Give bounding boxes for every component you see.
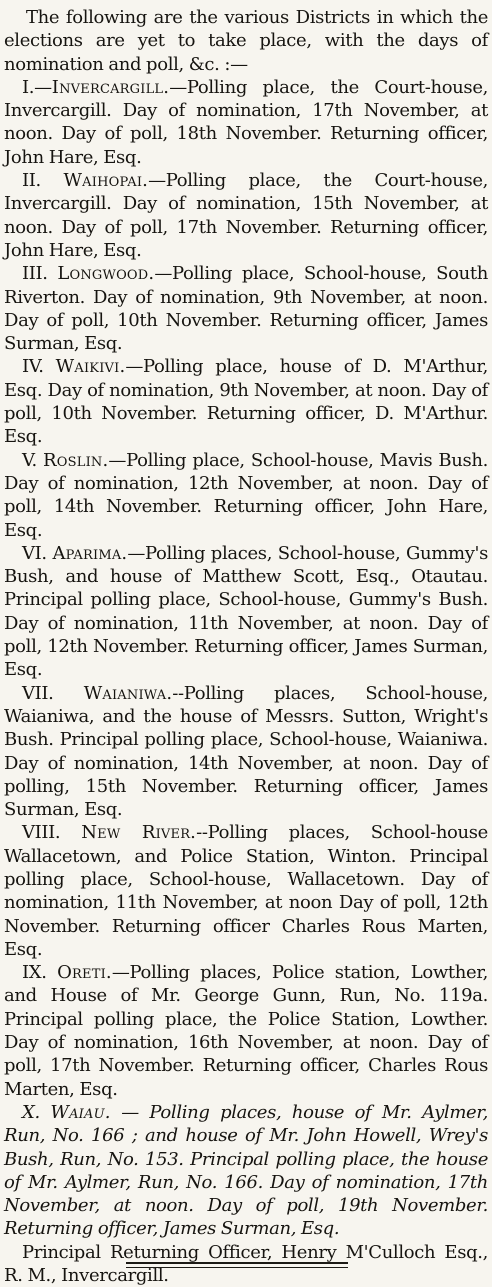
district-10-paragraph [4, 1101, 488, 1241]
district-8-name: New River. [81, 822, 197, 844]
district-8-paragraph [4, 821, 488, 961]
district-1-paragraph [4, 76, 488, 169]
district-3-text: —Polling place, School-house, South Riverton. Day of nomination, 9th November, at noon. Day of poll, 10th November. Returning officer, James Surman, Esq. [4, 263, 488, 355]
district-6-numeral: VI. [22, 542, 53, 564]
district-4-paragraph [4, 355, 488, 448]
district-2-numeral: II. [22, 170, 64, 192]
district-1-text: —Polling place, the Court-house, Invercargill. Day of nomination, 17th November, at noon. Day of poll, 18th November. Returning officer, John Hare, Esq. [4, 76, 488, 168]
district-5-numeral: V. [22, 449, 44, 471]
district-1-numeral: I.— [22, 76, 52, 98]
district-7-text: --Polling places, School-house, Waianiwa, and the house of Messrs. Sutton, Wright's Bush. Principal polling place, School-house, Waianiwa. Day of nomination, 14th November, at noon. Day of polling, 15th November. Returning officer, James Surman, Esq. [4, 682, 488, 821]
district-2-text: —Polling place, the Court-house, Invercargill. Day of nomination, 15th November, at noon. Day of poll, 17th November. Returning officer, John Hare, Esq. [4, 170, 489, 261]
district-1-name: Invercargill. [51, 76, 170, 98]
district-8-numeral: VIII. [22, 822, 82, 844]
district-5-name: Roslin. [43, 449, 109, 471]
district-8-text: --Polling places, School-house Wallacetown, and Police Station, Winton. Principal polling place, School-house, Wallacetown. Day of nomination, 11th November, at noon Day of poll, 12th November. Returning officer Charles Rous Marten, Esq. [4, 822, 488, 960]
notice-column [4, 6, 488, 1287]
district-3-paragraph [4, 262, 488, 355]
district-10-name: Waiau. [50, 1101, 111, 1123]
district-9-paragraph [4, 961, 488, 1101]
district-4-numeral: IV. [22, 356, 56, 378]
district-6-name: Aparima. [52, 542, 128, 564]
district-2-name: Waihopai. [63, 170, 149, 192]
district-3-name: Longwood. [57, 263, 155, 285]
district-7-numeral: VII. [22, 682, 84, 704]
closing-rule-thick [126, 1262, 348, 1264]
district-2-paragraph [4, 169, 488, 262]
district-3-numeral: III. [22, 263, 58, 285]
district-4-name: Waikivi. [55, 356, 126, 378]
district-6-text: —Polling places, School-house, Gummy's Bush, and house of Matthew Scott, Esq., Otautau. Principal polling place, School-house, Gummy's Bush. Day of nomination, 11th November, at noon. Day of poll, 12th November. Returning officer, James Surman, Esq. [4, 542, 488, 681]
district-4-text: —Polling place, house of D. M'Arthur, Esq. Day of nomination, 9th November, at noon. Day of poll, 10th November. Returning officer, D. M'Arthur. Esq. [4, 356, 488, 448]
closing-rule-thin [126, 1267, 348, 1268]
district-9-numeral: IX. [22, 962, 58, 984]
closing-paragraph: Principal Returning Officer, Henry M'Culloch Esq., R. M., Invercargill. [4, 1241, 488, 1287]
district-10-text: — Polling places, house of Mr. Aylmer, Run, No. 166 ; and house of Mr. John Howell, Wrey's Bush, Run, No. 153. Principal polling place, the house of Mr. Aylmer, Run, No. 166. Day of nomination, 17th November, at noon. Day of poll, 19th November. Returning officer, James Surman, Esq. [4, 1101, 488, 1240]
district-5-text: —Polling place, School-house, Mavis Bush. Day of nomination, 12th November, at noon. Day of poll, 14th November. Returning officer, John Hare, Esq. [4, 449, 488, 541]
district-7-paragraph [4, 682, 488, 822]
district-10-numeral: X. [22, 1101, 51, 1123]
district-9-name: Oreti. [57, 962, 112, 984]
district-5-paragraph [4, 449, 488, 542]
district-7-name: Waianiwa. [83, 682, 173, 704]
district-6-paragraph [4, 542, 488, 682]
district-9-text: —Polling places, Police station, Lowther, and House of Mr. George Gunn, Run, No. 119a. Principal polling place, the Police Station, Lowther. Day of nomination, 16th November, at noon. Day of poll, 17th November. Returning officer, Charles Rous Marten, Esq. [4, 962, 489, 1100]
intro-paragraph: The following are the various Districts in which the elections are yet to take place, with the days of nomination and poll, &c. :— [4, 7, 488, 75]
